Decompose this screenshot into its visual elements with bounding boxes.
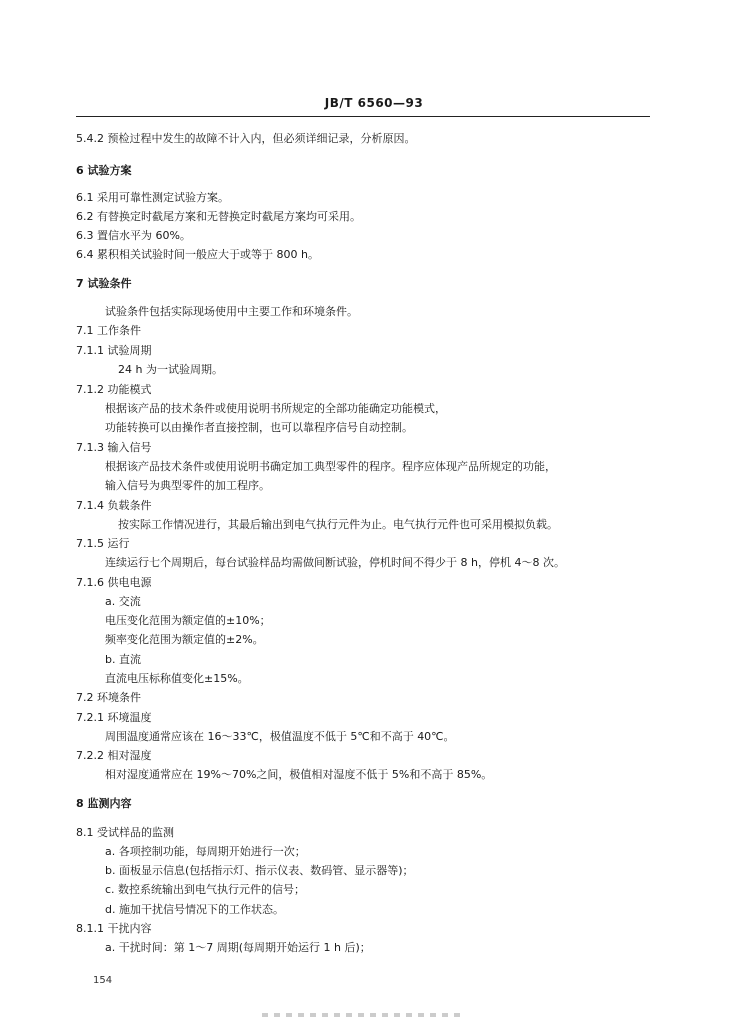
clause-5-4-2: 5.4.2 预检过程中发生的故障不计入内，但必须详细记录，分析原因。 [76,132,416,145]
clause-7-1-4: 7.1.4 负载条件 [76,499,152,512]
section-7-intro: 试验条件包括实际现场使用中主要工作和环境条件。 [105,305,358,318]
clause-7-1-3: 7.1.3 输入信号 [76,441,152,454]
clause-8-1-1: 8.1.1 干扰内容 [76,922,152,935]
clause-8-1: 8.1 受试样品的监测 [76,826,174,839]
clause-7-2-2-text: 相对湿度通常应在 19%～70%之间，极值相对湿度不低于 5%和不高于 85%。 [105,768,493,781]
page-number: 154 [93,975,113,986]
clause-7-1-2-text-1: 根据该产品的技术条件或使用说明书所规定的全部功能确定功能模式， [105,402,446,415]
clause-6-3: 6.3 置信水平为 60%。 [76,229,191,242]
clause-6-1: 6.1 采用可靠性测定试验方案。 [76,191,229,204]
section-8-heading: 8 监测内容 [76,797,132,810]
clause-7-1-5: 7.1.5 运行 [76,537,130,550]
clause-7-1-3-text-1: 根据该产品技术条件或使用说明书确定加工典型零件的程序。程序应体现产品所规定的功能， [105,460,556,473]
clause-7-2-2: 7.2.2 相对湿度 [76,749,152,762]
section-7-heading: 7 试验条件 [76,277,132,290]
scan-artifact [262,1013,462,1017]
clause-7-1-5-text: 连续运行七个周期后，每台试验样品均需做间断试验，停机时间不得少于 8 h，停机 4～8 次。 [105,556,565,569]
clause-7-2: 7.2 环境条件 [76,691,141,704]
clause-6-2: 6.2 有替换定时截尾方案和无替换定时截尾方案均可采用。 [76,210,361,223]
section-6-heading: 6 试验方案 [76,164,132,177]
clause-7-1-6-dc-voltage: 直流电压标称值变化±15%。 [105,672,249,685]
clause-7-2-1-text: 周围温度通常应该在 16～33℃，极值温度不低于 5℃和不高于 40℃。 [105,730,455,743]
clause-8-1-item-d: d. 施加干扰信号情况下的工作状态。 [105,903,284,916]
clause-7-1-2-text-2: 功能转换可以由操作者直接控制，也可以靠程序信号自动控制。 [105,421,413,434]
clause-7-1-6-item-a: a. 交流 [105,595,141,608]
clause-8-1-item-b: b. 面板显示信息(包括指示灯、指示仪表、数码管、显示器等)； [105,864,414,877]
document-header: JB/T 6560—93 [324,96,424,110]
clause-7-1-6-item-b: b. 直流 [105,653,141,666]
clause-7-1-1-text: 24 h 为一试验周期。 [118,363,223,376]
clause-7-1-6-ac-voltage: 电压变化范围为额定值的±10%； [105,614,271,627]
clause-7-1-6: 7.1.6 供电电源 [76,576,152,589]
clause-7-1-3-text-2: 输入信号为典型零件的加工程序。 [105,479,270,492]
clause-7-1-1: 7.1.1 试验周期 [76,344,152,357]
header-rule [76,116,650,117]
clause-7-1-4-text: 按实际工作情况进行，其最后输出到电气执行元件为止。电气执行元件也可采用模拟负载。 [118,518,558,531]
clause-8-1-1-item-a: a. 干扰时间：第 1～7 周期(每周期开始运行 1 h 后)； [105,941,371,954]
clause-7-2-1: 7.2.1 环境温度 [76,711,152,724]
clause-7-1-6-ac-frequency: 频率变化范围为额定值的±2%。 [105,633,264,646]
clause-7-1: 7.1 工作条件 [76,324,141,337]
clause-8-1-item-a: a. 各项控制功能，每周期开始进行一次； [105,845,306,858]
clause-6-4: 6.4 累积相关试验时间一般应大于或等于 800 h。 [76,248,319,261]
clause-7-1-2: 7.1.2 功能模式 [76,383,152,396]
clause-8-1-item-c: c. 数控系统输出到电气执行元件的信号； [105,883,306,896]
